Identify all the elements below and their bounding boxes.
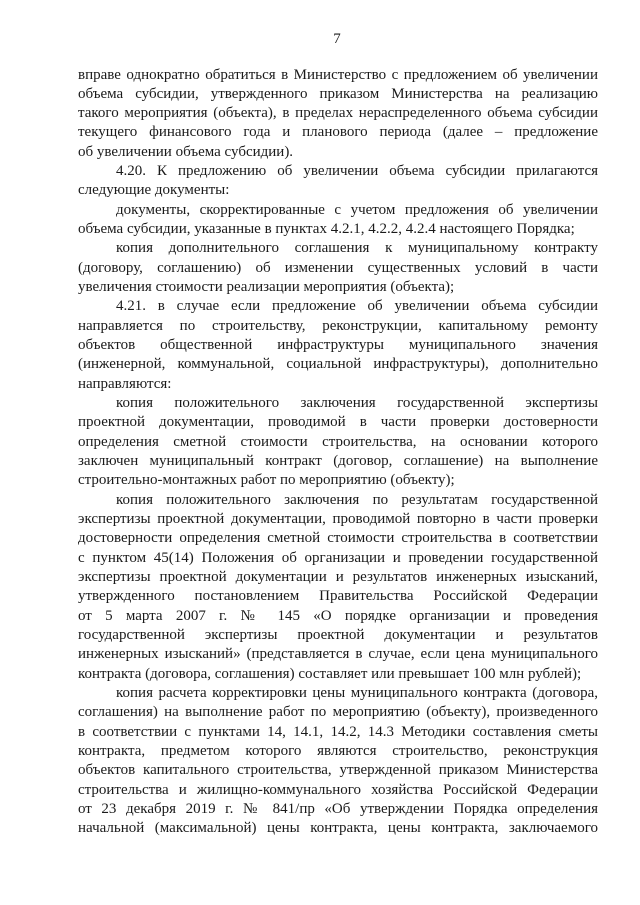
item-supplementary-agreement — [78, 239, 598, 297]
text-line: экспертизы проектной документации, проводимой повторно в части проверки — [78, 511, 598, 528]
text-line: государственной экспертизы проектной документации и результатов — [78, 627, 598, 644]
text-line: копия расчета корректировки цены муниципального контракта (договора, — [116, 685, 598, 701]
text-line: достоверности определения сметной стоимости строительства в соответствии — [78, 530, 598, 547]
text-line: увеличения стоимости реализации мероприятия (объекта); — [78, 279, 455, 296]
text-line: об увеличении объема субсидии). — [78, 143, 294, 160]
item-price-adjustment-calculation — [78, 684, 598, 839]
text-line: от 23 декабря 2019 г. № 841/пр «Об утверждении Порядка определения — [78, 800, 598, 817]
page-number: 7 — [333, 31, 341, 47]
text-line: направляются: — [78, 375, 172, 392]
text-line: такого мероприятия (объекта), в пределах нераспределенного объема субсидии — [78, 105, 598, 122]
text-line: проектной документации, проводимой в части проверки достоверности — [78, 414, 598, 431]
text-line: начальной (максимальной) цены контракта, цены контракта, заключаемого — [78, 820, 598, 837]
clause-4-21 — [78, 297, 598, 394]
text-line: соглашения) на выполнение работ по мероприятию (объекту), произведенного — [78, 704, 598, 721]
text-line: текущего финансового года и планового периода (далее – предложение — [78, 124, 598, 141]
item-adjusted-documents — [78, 201, 598, 240]
item-expertise-conclusion — [78, 394, 598, 491]
text-line: (инженерной, коммунальной, социальной инфраструктуры), дополнительно — [78, 356, 598, 373]
text-line: копия положительного заключения по результатам государственной — [116, 491, 598, 508]
document-body — [78, 66, 598, 839]
text-line: утвержденного постановлением Правительства Российской Федерации — [78, 588, 598, 605]
text-line: 4.21. в случае если предложение об увеличении объема субсидии — [116, 298, 598, 315]
text-line: заключен муниципальный контракт (договор, соглашение) на выполнение — [78, 453, 598, 470]
clause-4-20 — [78, 162, 598, 201]
text-line: контракта (договора, соглашения) составляет или превышает 100 млн рублей); — [78, 665, 582, 682]
text-line: экспертизы проектной документации и результатов инженерных изысканий, — [78, 569, 598, 586]
text-line: с пунктом 45(14) Положения об организации и проведении государственной — [78, 549, 598, 566]
text-line: следующие документы: — [78, 182, 230, 199]
text-line: направляется по строительству, реконструкции, капитальному ремонту — [78, 317, 598, 334]
text-line: (договору, соглашению) об изменении существенных условий в части — [78, 259, 598, 276]
text-line: вправе однократно обратиться в Министерство с предложением об увеличении — [78, 66, 598, 83]
item-repeat-expertise-conclusion — [78, 491, 598, 684]
text-line: объема субсидии, указанные в пунктах 4.2.1, 4.2.2, 4.2.4 настоящего Порядка; — [78, 221, 575, 238]
text-line: строительно-монтажных работ по мероприятию (объекту); — [78, 472, 455, 489]
text-line: определения сметной стоимости строительства, на основании которого — [78, 433, 598, 450]
text-line: объектов общественной инфраструктуры муниципального значения — [78, 337, 598, 354]
text-line: документы, скорректированные с учетом предложения об увеличении — [116, 201, 598, 218]
paragraph-continuation — [78, 66, 598, 163]
text-line: объема субсидии, утвержденного приказом Министерства на реализацию — [78, 85, 598, 102]
text-line: от 5 марта 2007 г. № 145 «О порядке организации и проведения — [78, 607, 598, 624]
text-line: копия дополнительного соглашения к муниципальному контракту — [116, 240, 598, 257]
text-line: контракта, предметом которого являются строительство, реконструкция — [78, 742, 598, 759]
text-line: инженерных изысканий» (представляется в случае, если цена муниципального — [78, 646, 598, 663]
text-line: 4.20. К предложению об увеличении объема субсидии прилагаются — [116, 163, 598, 180]
text-line: строительства и жилищно-коммунального хозяйства Российской Федерации — [78, 781, 598, 798]
text-line: объектов капитального строительства, утвержденной приказом Министерства — [78, 762, 598, 779]
text-line: копия положительного заключения государственной экспертизы — [116, 395, 598, 412]
text-line: в соответствии с пунктами 14, 14.1, 14.2, 14.3 Методики составления сметы — [78, 723, 598, 740]
